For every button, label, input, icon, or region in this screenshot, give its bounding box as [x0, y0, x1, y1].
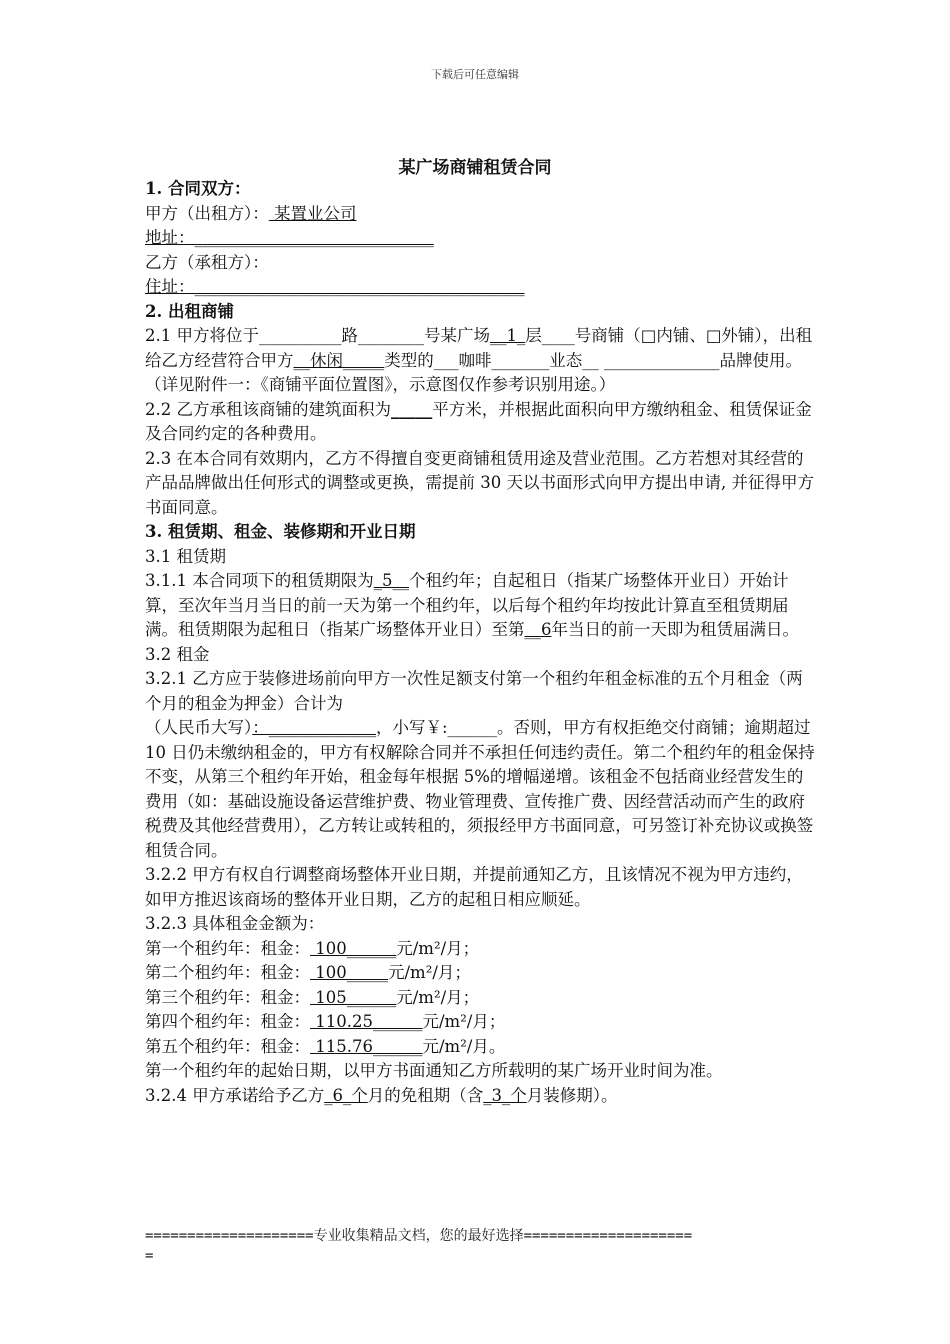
- footer-line-1: ====================专业收集精品文档，您的最好选择====================: [145, 1228, 693, 1244]
- clause-2-2: 2.2 乙方承租该商铺的建筑面积为_____平方米，并根据此面积向甲方缴纳租金、租赁保证金及合同约定的各种费用。: [145, 399, 812, 443]
- rent-row-5: 第五个租约年：租金： 115.76______元/m²/月。: [145, 1036, 506, 1056]
- party-a-name: 某置业公司: [268, 203, 357, 223]
- clause-3-1-heading: 3.1 租赁期: [145, 546, 226, 566]
- party-b-line: 乙方（承租方）：: [145, 252, 269, 272]
- clause-3-2-4: 3.2.4 甲方承诺给予乙方_6_个月的免租期（含_3_个月装修期）。: [145, 1085, 618, 1105]
- clause-3-2-3-heading: 3.2.3 具体租金金额为：: [145, 914, 325, 933]
- clause-3-2-1: 3.2.1 乙方应于装修进场前向甲方一次性足额支付第一个租约年租金标准的五个月租金（两个月的租金为押金）合计为 （人民币大写）：_____________，小写￥:______。否则，甲方有权拒绝交付商铺；逾期超过 10 日仍未缴纳租金的，甲方有权解除合同并不承担任何违约责任。第二个租约年的租金保持不变，从第三个租约年开始，租金每年根据 5%的增幅递增。该租金不包括商业经营发生的费用（如：基础设施设备运营维护费、物业管理费、宣传推广费、因经营活动而产生的政府税费及其他经营费用），乙方转让或转租的，须报经甲方书面同意，可另签订补充协议或换签租赁合同。: [145, 669, 815, 860]
- party-a-line: 甲方（出租方）： 某置业公司: [145, 203, 357, 223]
- rent-row-3: 第三个租约年：租金： 105______元/m²/月；: [145, 987, 480, 1007]
- footer-line-2: =: [145, 1248, 154, 1264]
- document-body: [145, 177, 817, 1108]
- section-1-heading: 1. 合同双方：: [145, 179, 251, 198]
- start-date-note: 第一个租约年的起始日期，以甲方书面通知乙方所载明的某广场开业时间为准。: [145, 1061, 723, 1080]
- clause-2-3: 2.3 在本合同有效期内，乙方不得擅自变更商铺租赁用途及营业范围。乙方若想对其经营的产品品牌做出任何形式的调整或更换，需提前 30 天以书面形式向甲方提出申请, 并征得甲方书面同意。: [145, 448, 814, 517]
- section-3-heading: 3. 租赁期、租金、装修期和开业日期: [145, 522, 416, 541]
- residence-line: 住址：________________________________________: [145, 277, 525, 296]
- page-header-note: 下载后可任意编辑: [431, 68, 519, 81]
- page-footer: [145, 1226, 817, 1266]
- clause-3-1-1: 3.1.1 本合同项下的租赁期限为_5__个租约年；自起租日（指某广场整体开业日）开始计算，至次年当月当日的前一天为第一个租约年，以后每个租约年均按此计算直至租赁期届满。租赁期限为起租日（指某广场整体开业日）至第__6年当日的前一天即为租赁届满日。: [145, 571, 799, 639]
- rent-row-4: 第四个租约年：租金： 110.25______元/m²/月；: [145, 1012, 506, 1031]
- rent-row-2: 第二个租约年：租金： 100_____元/m²/月；: [145, 963, 471, 982]
- rent-row-1: 第一个租约年：租金： 100______元/m²/月；: [145, 938, 480, 958]
- clause-3-2-2: 3.2.2 甲方有权自行调整商场整体开业日期，并提前通知乙方，且该情况不视为甲方违约，如甲方推迟该商场的整体开业日期，乙方的起租日相应顺延。: [145, 865, 803, 909]
- address-line: 地址：_____________________________: [145, 228, 434, 247]
- clause-3-2-heading: 3.2 租金: [145, 644, 210, 664]
- clause-2-1: 2.1 甲方将位于__________路________号某广场__1_层____号商铺（□内铺、□外铺），出租给乙方经营符合甲方__休闲_____类型的___咖啡_______业态__ ______________品牌使用。（详见附件一：《商铺平面位置图》，示意图仅作参考识别用途。）: [145, 326, 813, 394]
- section-2-heading: 2. 出租商铺: [145, 301, 234, 321]
- document-title: 某广场商铺租赁合同: [398, 158, 552, 178]
